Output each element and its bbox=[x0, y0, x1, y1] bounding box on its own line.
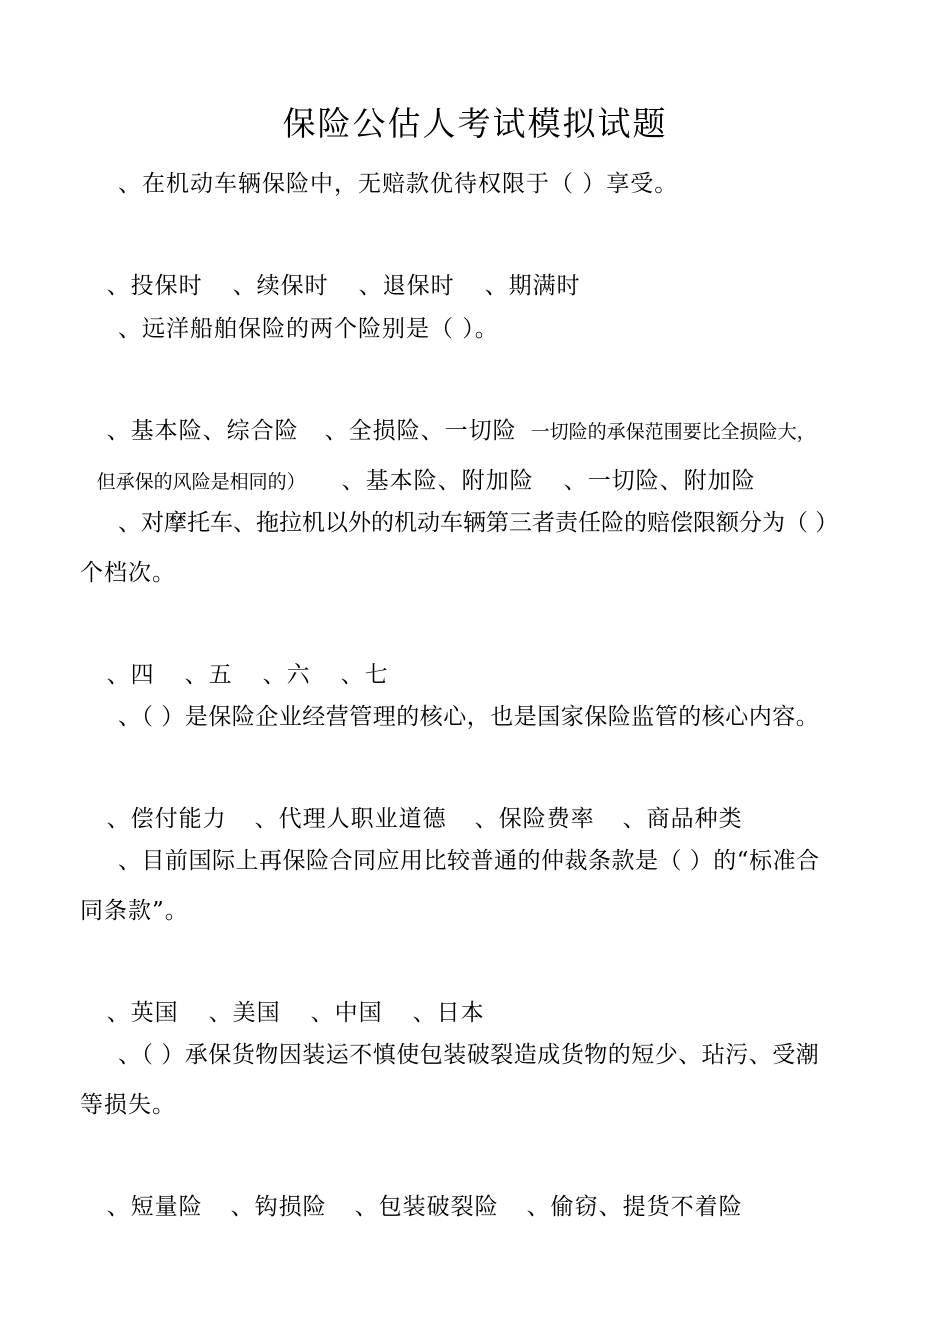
option-d: 、日本 bbox=[412, 1000, 485, 1026]
option-c: 、退保时 bbox=[358, 273, 455, 299]
option-c: 、基本险、附加险 bbox=[341, 468, 534, 494]
option-a: 、投保时 bbox=[106, 273, 203, 299]
question-5-stem-continued: 同条款”。 bbox=[80, 898, 189, 924]
question-5-stem: 、目前国际上再保险合同应用比较普通的仲裁条款是（ ）的“标准合 bbox=[118, 848, 820, 874]
option-c: 、保险费率 bbox=[474, 806, 595, 832]
question-5-options bbox=[90, 968, 485, 1028]
option-a: 、基本险、综合险 bbox=[106, 418, 299, 444]
option-d: 、一切险、附加险 bbox=[563, 468, 756, 494]
question-6-stem-continued: 等损失。 bbox=[80, 1092, 176, 1118]
answer-note: 一切险的承保范围要比全损险大， bbox=[530, 421, 816, 443]
question-2-stem: 、远洋船舶保险的两个险别是（ ）。 bbox=[118, 316, 499, 342]
option-a: 、短量险 bbox=[106, 1194, 203, 1220]
question-1-stem: 、在机动车辆保险中，无赔款优待权限于（ ）享受。 bbox=[118, 171, 679, 197]
option-b: 、全损险、一切险 bbox=[324, 418, 517, 444]
page-title: 保险公估人考试模拟试题 bbox=[282, 104, 668, 143]
option-d: 、期满时 bbox=[484, 273, 581, 299]
question-3-stem-continued: 个档次。 bbox=[80, 560, 176, 586]
question-6-options bbox=[90, 1162, 743, 1222]
option-d: 、偷窃、提货不着险 bbox=[526, 1194, 743, 1220]
option-b: 、钩损险 bbox=[230, 1194, 327, 1220]
option-c: 、中国 bbox=[310, 1000, 383, 1026]
option-d: 、商品种类 bbox=[622, 806, 743, 832]
question-3-options bbox=[90, 630, 389, 690]
question-2-options-line2 bbox=[80, 436, 756, 497]
option-a: 、偿付能力 bbox=[106, 806, 227, 832]
answer-note-continued: 但承保的风险是相同的） bbox=[96, 471, 306, 493]
option-d: 、七 bbox=[340, 662, 389, 688]
option-b: 、代理人职业道德 bbox=[254, 806, 447, 832]
option-b: 、美国 bbox=[208, 1000, 281, 1026]
question-4-stem: 、（ ）是保险企业经营管理的核心，也是国家保险监管的核心内容。 bbox=[118, 704, 820, 730]
option-a: 、英国 bbox=[106, 1000, 179, 1026]
option-b: 、续保时 bbox=[232, 273, 329, 299]
option-b: 、五 bbox=[184, 662, 233, 688]
option-a: 、四 bbox=[106, 662, 155, 688]
question-3-stem: 、对摩托车、拖拉机以外的机动车辆第三者责任险的赔偿限额分为（ ） bbox=[118, 510, 839, 536]
question-1-options bbox=[90, 241, 581, 301]
question-4-options bbox=[90, 774, 743, 834]
option-c: 、六 bbox=[262, 662, 311, 688]
question-6-stem: 、（ ）承保货物因装运不慎使包装破裂造成货物的短少、玷污、受潮 bbox=[118, 1042, 820, 1068]
option-c: 、包装破裂险 bbox=[354, 1194, 499, 1220]
